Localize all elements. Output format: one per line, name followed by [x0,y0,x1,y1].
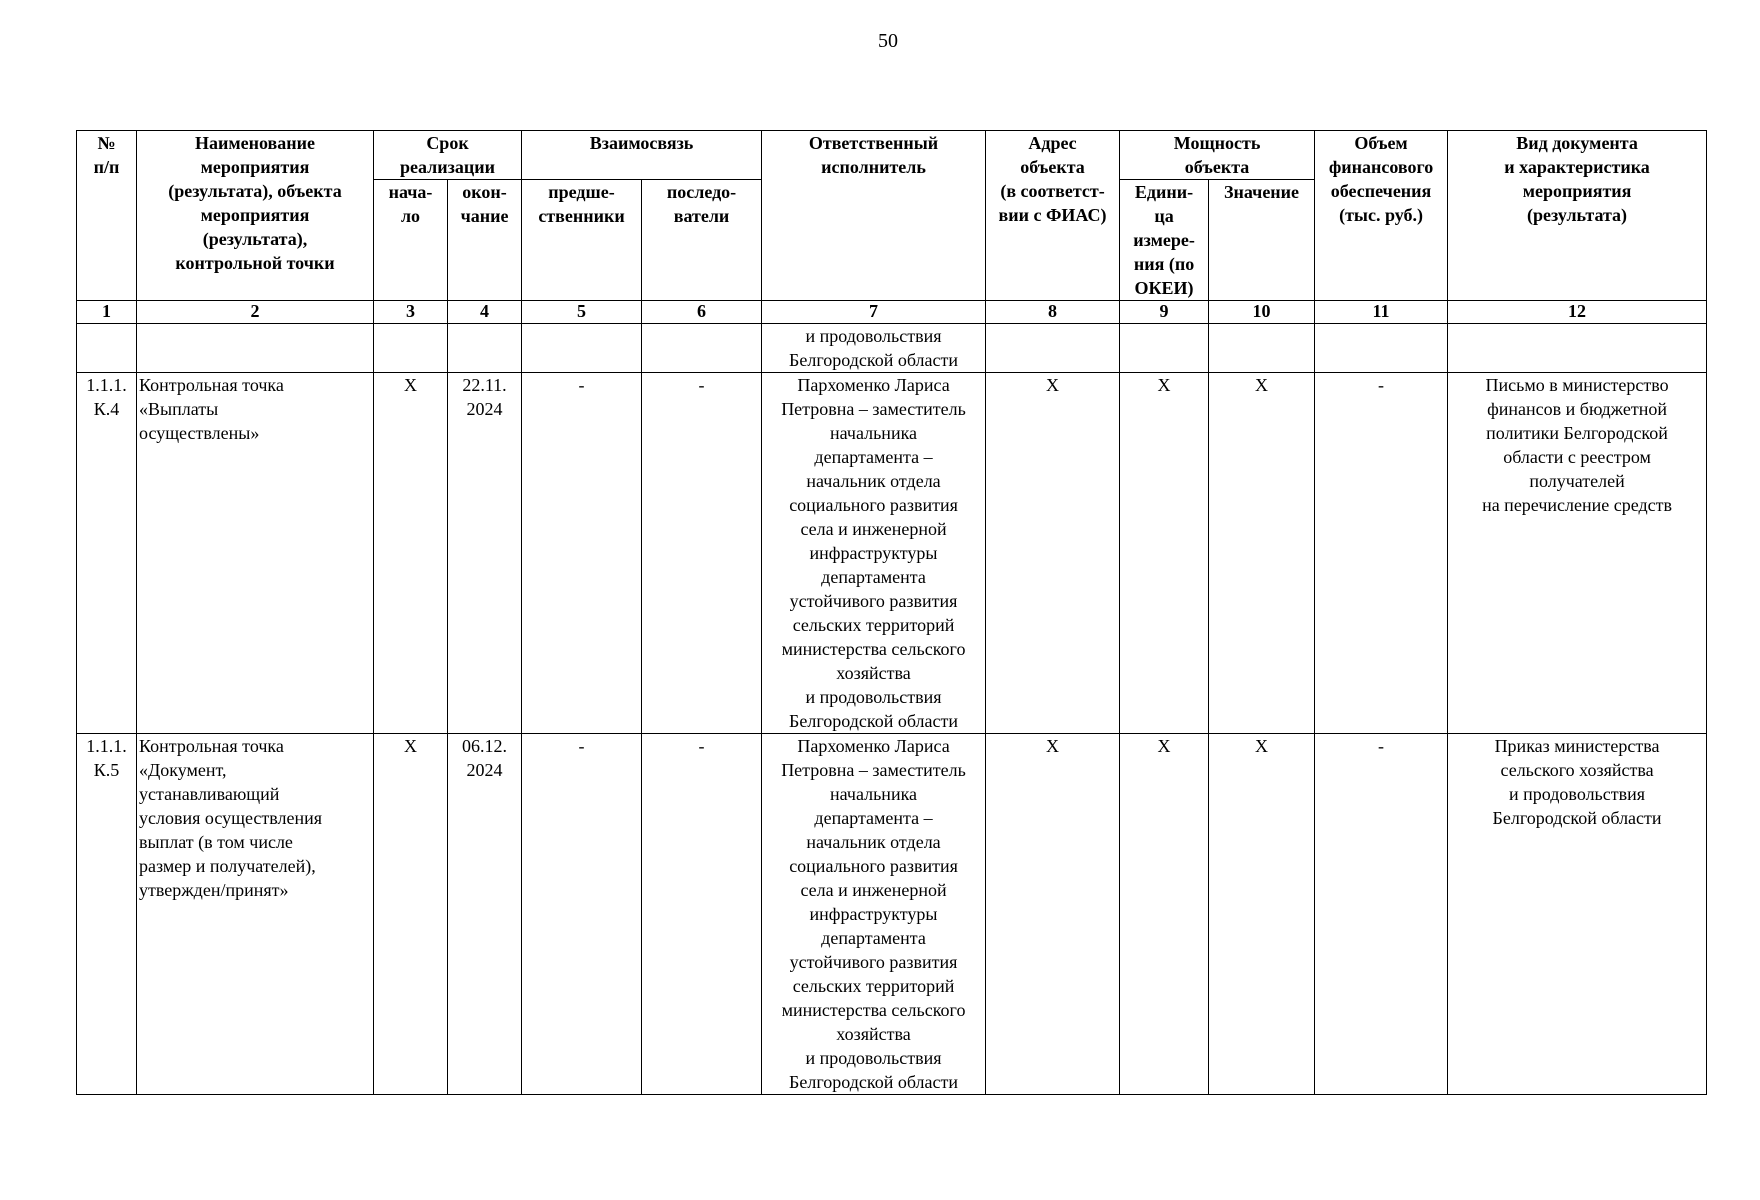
row-end: 06.12. 2024 [448,734,522,1095]
row-num: 1.1.1. К.5 [77,734,137,1095]
column-number: 1 [77,301,137,324]
row-doc: Приказ министерства сельского хозяйства и продовольствия Белгородской области [1448,734,1707,1095]
header-capacity-unit: Едини- ца измере- ния (по ОКЕИ) [1120,180,1209,301]
continuation-executor: и продовольствия Белгородской области [762,324,986,373]
row-finance: - [1315,734,1448,1095]
header-link-next: последо- ватели [642,180,762,301]
table-row [77,734,1707,1095]
header-term-start: нача- ло [374,180,448,301]
row-value: Х [1209,373,1315,734]
header-doc: Вид документа и характеристика мероприятия (результата) [1448,131,1707,301]
page-number: 50 [878,30,898,52]
table-cell [137,324,374,373]
row-prev: - [522,373,642,734]
table-cell [986,324,1120,373]
column-number: 11 [1315,301,1448,324]
header-finance: Объем финансового обеспечения (тыс. руб.) [1315,131,1448,301]
header-row-1 [77,131,1707,180]
table-cell [522,324,642,373]
column-number: 12 [1448,301,1707,324]
column-number: 8 [986,301,1120,324]
header-capacity-group: Мощность объекта [1120,131,1315,180]
row-value: Х [1209,734,1315,1095]
header-link-group: Взаимосвязь [522,131,762,180]
row-executor: Пархоменко Лариса Петровна – заместитель начальника департамента – начальник отдела социального развития села и инженерной инфраструктуры департамента устойчивого развития сельских территорий министерства сельского хозяйства и продовольствия Белгородской области [762,373,986,734]
header-num: № п/п [77,131,137,301]
header-term-end: окон- чание [448,180,522,301]
table-cell [1448,324,1707,373]
row-doc: Письмо в министерство финансов и бюджетной политики Белгородской области с реестром получателей на перечисление средств [1448,373,1707,734]
table-cell [374,324,448,373]
continuation-row [77,324,1707,373]
header-capacity-value: Значение [1209,180,1315,301]
column-number: 7 [762,301,986,324]
row-next: - [642,734,762,1095]
table-cell [1315,324,1448,373]
row-address: Х [986,734,1120,1095]
row-finance: - [1315,373,1448,734]
column-number: 9 [1120,301,1209,324]
row-executor: Пархоменко Лариса Петровна – заместитель начальника департамента – начальник отдела социального развития села и инженерной инфраструктуры департамента устойчивого развития сельских территорий министерства сельского хозяйства и продовольствия Белгородской области [762,734,986,1095]
plan-table [76,130,1707,1095]
table-cell [77,324,137,373]
column-number: 6 [642,301,762,324]
header-executor: Ответственный исполнитель [762,131,986,301]
row-prev: - [522,734,642,1095]
table-cell [1120,324,1209,373]
row-name: Контрольная точка «Документ, устанавливающий условия осуществления выплат (в том числе размер и получателей), утвержден/принят» [137,734,374,1095]
row-start: Х [374,373,448,734]
column-number: 5 [522,301,642,324]
column-number: 10 [1209,301,1315,324]
column-number: 3 [374,301,448,324]
column-numbers-row [77,301,1707,324]
row-unit: Х [1120,734,1209,1095]
table-cell [1209,324,1315,373]
row-unit: Х [1120,373,1209,734]
column-number: 2 [137,301,374,324]
table-row [77,373,1707,734]
header-term-group: Срок реализации [374,131,522,180]
row-next: - [642,373,762,734]
header-name: Наименование мероприятия (результата), объекта мероприятия (результата), контрольной точки [137,131,374,301]
row-num: 1.1.1. К.4 [77,373,137,734]
row-address: Х [986,373,1120,734]
table-cell [448,324,522,373]
column-number: 4 [448,301,522,324]
row-start: Х [374,734,448,1095]
row-end: 22.11. 2024 [448,373,522,734]
header-link-prev: предше- ственники [522,180,642,301]
row-name: Контрольная точка «Выплаты осуществлены» [137,373,374,734]
header-address: Адрес объекта (в соответст- вии с ФИАС) [986,131,1120,301]
table-cell [642,324,762,373]
